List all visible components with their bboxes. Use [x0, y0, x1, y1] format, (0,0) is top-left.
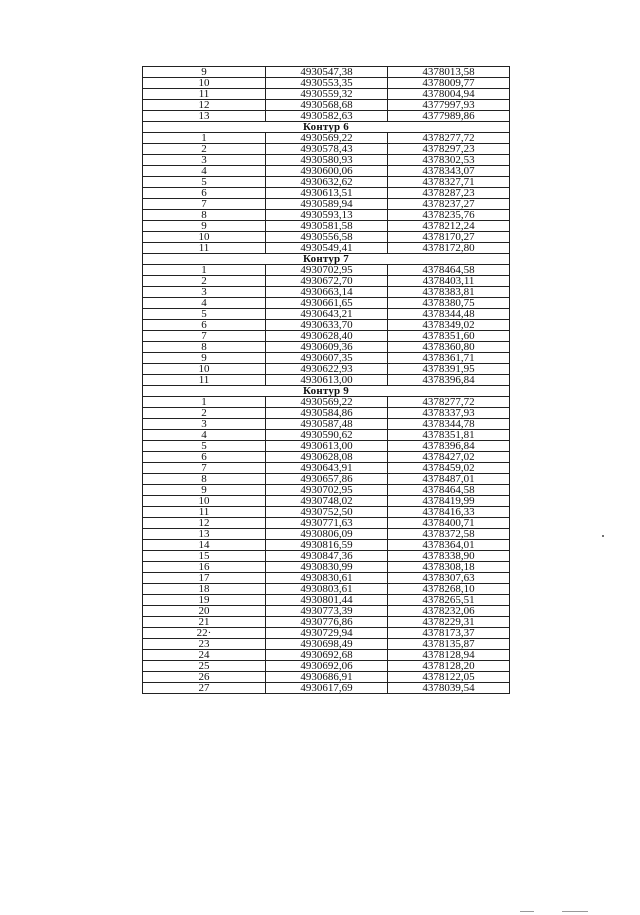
table-row — [143, 606, 510, 617]
x-coordinate-cell: 4930771,63 — [266, 518, 388, 529]
table-row — [143, 474, 510, 485]
point-number-cell: 14 — [143, 540, 266, 551]
table-row — [143, 584, 510, 595]
y-coordinate-cell: 4378039,54 — [388, 683, 510, 694]
point-number-cell: 5 — [143, 177, 266, 188]
point-number-cell: 17 — [143, 573, 266, 584]
table-row — [143, 639, 510, 650]
x-coordinate-cell: 4930587,48 — [266, 419, 388, 430]
x-coordinate-cell: 4930589,94 — [266, 199, 388, 210]
contour-heading-row — [143, 386, 510, 397]
y-coordinate-cell: 4378383,81 — [388, 287, 510, 298]
table-row — [143, 100, 510, 111]
x-coordinate-cell: 4930729,94 — [266, 628, 388, 639]
x-coordinate-cell: 4930632,62 — [266, 177, 388, 188]
table-row — [143, 375, 510, 386]
x-coordinate-cell: 4930692,06 — [266, 661, 388, 672]
x-coordinate-cell: 4930816,59 — [266, 540, 388, 551]
scan-edge-mark — [520, 911, 534, 912]
point-number-cell: 7 — [143, 199, 266, 210]
x-coordinate-cell: 4930607,35 — [266, 353, 388, 364]
x-coordinate-cell: 4930584,86 — [266, 408, 388, 419]
x-coordinate-cell: 4930609,36 — [266, 342, 388, 353]
table-row — [143, 276, 510, 287]
point-number-cell: 20 — [143, 606, 266, 617]
y-coordinate-cell: 4378396,84 — [388, 441, 510, 452]
table-row — [143, 408, 510, 419]
point-number-cell: 5 — [143, 441, 266, 452]
x-coordinate-cell: 4930568,68 — [266, 100, 388, 111]
table-row — [143, 650, 510, 661]
x-coordinate-cell: 4930752,50 — [266, 507, 388, 518]
table-row — [143, 617, 510, 628]
y-coordinate-cell: 4378343,07 — [388, 166, 510, 177]
x-coordinate-cell: 4930628,40 — [266, 331, 388, 342]
y-coordinate-cell: 4378338,90 — [388, 551, 510, 562]
table-row — [143, 496, 510, 507]
point-number-cell: 10 — [143, 232, 266, 243]
y-coordinate-cell: 4378297,23 — [388, 144, 510, 155]
x-coordinate-cell: 4930633,70 — [266, 320, 388, 331]
x-coordinate-cell: 4930581,58 — [266, 221, 388, 232]
point-number-cell: 18 — [143, 584, 266, 595]
table-row — [143, 529, 510, 540]
x-coordinate-cell: 4930559,32 — [266, 89, 388, 100]
y-coordinate-cell: 4378344,48 — [388, 309, 510, 320]
x-coordinate-cell: 4930600,06 — [266, 166, 388, 177]
table-row — [143, 287, 510, 298]
x-coordinate-cell: 4930803,61 — [266, 584, 388, 595]
y-coordinate-cell: 4378229,31 — [388, 617, 510, 628]
x-coordinate-cell: 4930593,13 — [266, 210, 388, 221]
point-number-cell: 13 — [143, 111, 266, 122]
point-number-cell: 15 — [143, 551, 266, 562]
y-coordinate-cell: 4378464,58 — [388, 265, 510, 276]
y-coordinate-cell: 4378360,80 — [388, 342, 510, 353]
x-coordinate-cell: 4930672,70 — [266, 276, 388, 287]
x-coordinate-cell: 4930582,63 — [266, 111, 388, 122]
scan-edge-mark — [562, 911, 588, 912]
table-row — [143, 298, 510, 309]
y-coordinate-cell: 4378351,81 — [388, 430, 510, 441]
y-coordinate-cell: 4378173,37 — [388, 628, 510, 639]
table-row — [143, 353, 510, 364]
point-number-cell: 2 — [143, 408, 266, 419]
y-coordinate-cell: 4378128,94 — [388, 650, 510, 661]
y-coordinate-cell: 4378277,72 — [388, 397, 510, 408]
point-number-cell: 22· — [143, 628, 266, 639]
point-number-cell: 9 — [143, 221, 266, 232]
y-coordinate-cell: 4378307,63 — [388, 573, 510, 584]
table-row — [143, 364, 510, 375]
point-number-cell: 16 — [143, 562, 266, 573]
y-coordinate-cell: 4378237,27 — [388, 199, 510, 210]
point-number-cell: 11 — [143, 89, 266, 100]
table-row — [143, 430, 510, 441]
y-coordinate-cell: 4378232,06 — [388, 606, 510, 617]
point-number-cell: 9 — [143, 353, 266, 364]
point-number-cell: 3 — [143, 419, 266, 430]
x-coordinate-cell: 4930661,65 — [266, 298, 388, 309]
table-row — [143, 628, 510, 639]
x-coordinate-cell: 4930628,08 — [266, 452, 388, 463]
point-number-cell: 6 — [143, 320, 266, 331]
x-coordinate-cell: 4930613,51 — [266, 188, 388, 199]
y-coordinate-cell: 4378268,10 — [388, 584, 510, 595]
y-coordinate-cell: 4378235,76 — [388, 210, 510, 221]
x-coordinate-cell: 4930657,86 — [266, 474, 388, 485]
x-coordinate-cell: 4930617,69 — [266, 683, 388, 694]
y-coordinate-cell: 4377997,93 — [388, 100, 510, 111]
x-coordinate-cell: 4930806,09 — [266, 529, 388, 540]
y-coordinate-cell: 4378391,95 — [388, 364, 510, 375]
table-row — [143, 144, 510, 155]
table-row — [143, 661, 510, 672]
x-coordinate-cell: 4930569,22 — [266, 397, 388, 408]
point-number-cell: 1 — [143, 133, 266, 144]
y-coordinate-cell: 4378372,58 — [388, 529, 510, 540]
table-row — [143, 507, 510, 518]
y-coordinate-cell: 4378416,33 — [388, 507, 510, 518]
contour-heading-row — [143, 122, 510, 133]
x-coordinate-cell: 4930663,14 — [266, 287, 388, 298]
table-row — [143, 672, 510, 683]
y-coordinate-cell: 4378364,01 — [388, 540, 510, 551]
point-number-cell: 10 — [143, 364, 266, 375]
point-number-cell: 25 — [143, 661, 266, 672]
point-number-cell: 23 — [143, 639, 266, 650]
x-coordinate-cell: 4930578,43 — [266, 144, 388, 155]
point-number-cell: 9 — [143, 485, 266, 496]
table-row — [143, 166, 510, 177]
contour-heading: Контур 6 — [143, 122, 510, 133]
x-coordinate-cell: 4930590,62 — [266, 430, 388, 441]
x-coordinate-cell: 4930830,99 — [266, 562, 388, 573]
table-row — [143, 485, 510, 496]
x-coordinate-cell: 4930547,38 — [266, 67, 388, 78]
table-row — [143, 573, 510, 584]
table-row — [143, 463, 510, 474]
y-coordinate-cell: 4378004,94 — [388, 89, 510, 100]
table-row — [143, 243, 510, 254]
point-number-cell: 10 — [143, 78, 266, 89]
table-row — [143, 342, 510, 353]
point-number-cell: 3 — [143, 287, 266, 298]
y-coordinate-cell: 4377989,86 — [388, 111, 510, 122]
point-number-cell: 8 — [143, 342, 266, 353]
x-coordinate-cell: 4930776,86 — [266, 617, 388, 628]
table-row — [143, 452, 510, 463]
coordinates-table — [142, 66, 510, 694]
y-coordinate-cell: 4378327,71 — [388, 177, 510, 188]
point-number-cell: 7 — [143, 331, 266, 342]
point-number-cell: 8 — [143, 210, 266, 221]
point-number-cell: 6 — [143, 452, 266, 463]
x-coordinate-cell: 4930702,95 — [266, 265, 388, 276]
y-coordinate-cell: 4378337,93 — [388, 408, 510, 419]
x-coordinate-cell: 4930556,58 — [266, 232, 388, 243]
y-coordinate-cell: 4378135,87 — [388, 639, 510, 650]
y-coordinate-cell: 4378344,78 — [388, 419, 510, 430]
y-coordinate-cell: 4378172,80 — [388, 243, 510, 254]
y-coordinate-cell: 4378403,11 — [388, 276, 510, 287]
point-number-cell: 11 — [143, 243, 266, 254]
scan-speck — [602, 535, 604, 537]
table-row — [143, 78, 510, 89]
y-coordinate-cell: 4378361,71 — [388, 353, 510, 364]
x-coordinate-cell: 4930643,21 — [266, 309, 388, 320]
table-row — [143, 265, 510, 276]
x-coordinate-cell: 4930773,39 — [266, 606, 388, 617]
table-row — [143, 188, 510, 199]
contour-heading: Контур 9 — [143, 386, 510, 397]
y-coordinate-cell: 4378380,75 — [388, 298, 510, 309]
x-coordinate-cell: 4930580,93 — [266, 155, 388, 166]
table-row — [143, 683, 510, 694]
point-number-cell: 26 — [143, 672, 266, 683]
x-coordinate-cell: 4930830,61 — [266, 573, 388, 584]
coordinates-table-body — [143, 67, 510, 694]
y-coordinate-cell: 4378351,60 — [388, 331, 510, 342]
point-number-cell: 8 — [143, 474, 266, 485]
y-coordinate-cell: 4378302,53 — [388, 155, 510, 166]
y-coordinate-cell: 4378277,72 — [388, 133, 510, 144]
table-row — [143, 441, 510, 452]
table-row — [143, 551, 510, 562]
y-coordinate-cell: 4378128,20 — [388, 661, 510, 672]
point-number-cell: 4 — [143, 298, 266, 309]
point-number-cell: 21 — [143, 617, 266, 628]
table-row — [143, 331, 510, 342]
contour-heading-row — [143, 254, 510, 265]
y-coordinate-cell: 4378400,71 — [388, 518, 510, 529]
y-coordinate-cell: 4378265,51 — [388, 595, 510, 606]
point-number-cell: 1 — [143, 265, 266, 276]
point-number-cell: 12 — [143, 518, 266, 529]
table-row — [143, 133, 510, 144]
table-row — [143, 111, 510, 122]
point-number-cell: 10 — [143, 496, 266, 507]
point-number-cell: 4 — [143, 166, 266, 177]
point-number-cell: 11 — [143, 375, 266, 386]
point-number-cell: 6 — [143, 188, 266, 199]
table-row — [143, 320, 510, 331]
table-row — [143, 562, 510, 573]
point-number-cell: 9 — [143, 67, 266, 78]
y-coordinate-cell: 4378396,84 — [388, 375, 510, 386]
y-coordinate-cell: 4378013,58 — [388, 67, 510, 78]
y-coordinate-cell: 4378170,27 — [388, 232, 510, 243]
y-coordinate-cell: 4378009,77 — [388, 78, 510, 89]
x-coordinate-cell: 4930698,49 — [266, 639, 388, 650]
x-coordinate-cell: 4930613,00 — [266, 375, 388, 386]
table-row — [143, 199, 510, 210]
y-coordinate-cell: 4378419,99 — [388, 496, 510, 507]
point-number-cell: 12 — [143, 100, 266, 111]
point-number-cell: 24 — [143, 650, 266, 661]
table-row — [143, 221, 510, 232]
x-coordinate-cell: 4930686,91 — [266, 672, 388, 683]
y-coordinate-cell: 4378459,02 — [388, 463, 510, 474]
table-row — [143, 309, 510, 320]
point-number-cell: 27 — [143, 683, 266, 694]
y-coordinate-cell: 4378287,23 — [388, 188, 510, 199]
table-row — [143, 419, 510, 430]
y-coordinate-cell: 4378308,18 — [388, 562, 510, 573]
x-coordinate-cell: 4930622,93 — [266, 364, 388, 375]
y-coordinate-cell: 4378464,58 — [388, 485, 510, 496]
table-row — [143, 177, 510, 188]
table-row — [143, 155, 510, 166]
point-number-cell: 3 — [143, 155, 266, 166]
table-row — [143, 67, 510, 78]
y-coordinate-cell: 4378487,01 — [388, 474, 510, 485]
y-coordinate-cell: 4378212,24 — [388, 221, 510, 232]
x-coordinate-cell: 4930553,35 — [266, 78, 388, 89]
table-row — [143, 232, 510, 243]
point-number-cell: 2 — [143, 144, 266, 155]
y-coordinate-cell: 4378349,02 — [388, 320, 510, 331]
x-coordinate-cell: 4930549,41 — [266, 243, 388, 254]
table-row — [143, 595, 510, 606]
point-number-cell: 19 — [143, 595, 266, 606]
y-coordinate-cell: 4378122,05 — [388, 672, 510, 683]
x-coordinate-cell: 4930801,44 — [266, 595, 388, 606]
table-row — [143, 540, 510, 551]
x-coordinate-cell: 4930569,22 — [266, 133, 388, 144]
table-row — [143, 397, 510, 408]
x-coordinate-cell: 4930692,68 — [266, 650, 388, 661]
point-number-cell: 4 — [143, 430, 266, 441]
point-number-cell: 7 — [143, 463, 266, 474]
table-row — [143, 210, 510, 221]
table-row — [143, 89, 510, 100]
point-number-cell: 1 — [143, 397, 266, 408]
y-coordinate-cell: 4378427,02 — [388, 452, 510, 463]
contour-heading: Контур 7 — [143, 254, 510, 265]
x-coordinate-cell: 4930643,91 — [266, 463, 388, 474]
point-number-cell: 13 — [143, 529, 266, 540]
point-number-cell: 2 — [143, 276, 266, 287]
table-row — [143, 518, 510, 529]
x-coordinate-cell: 4930702,95 — [266, 485, 388, 496]
x-coordinate-cell: 4930847,36 — [266, 551, 388, 562]
point-number-cell: 11 — [143, 507, 266, 518]
point-number-cell: 5 — [143, 309, 266, 320]
x-coordinate-cell: 4930613,00 — [266, 441, 388, 452]
x-coordinate-cell: 4930748,02 — [266, 496, 388, 507]
